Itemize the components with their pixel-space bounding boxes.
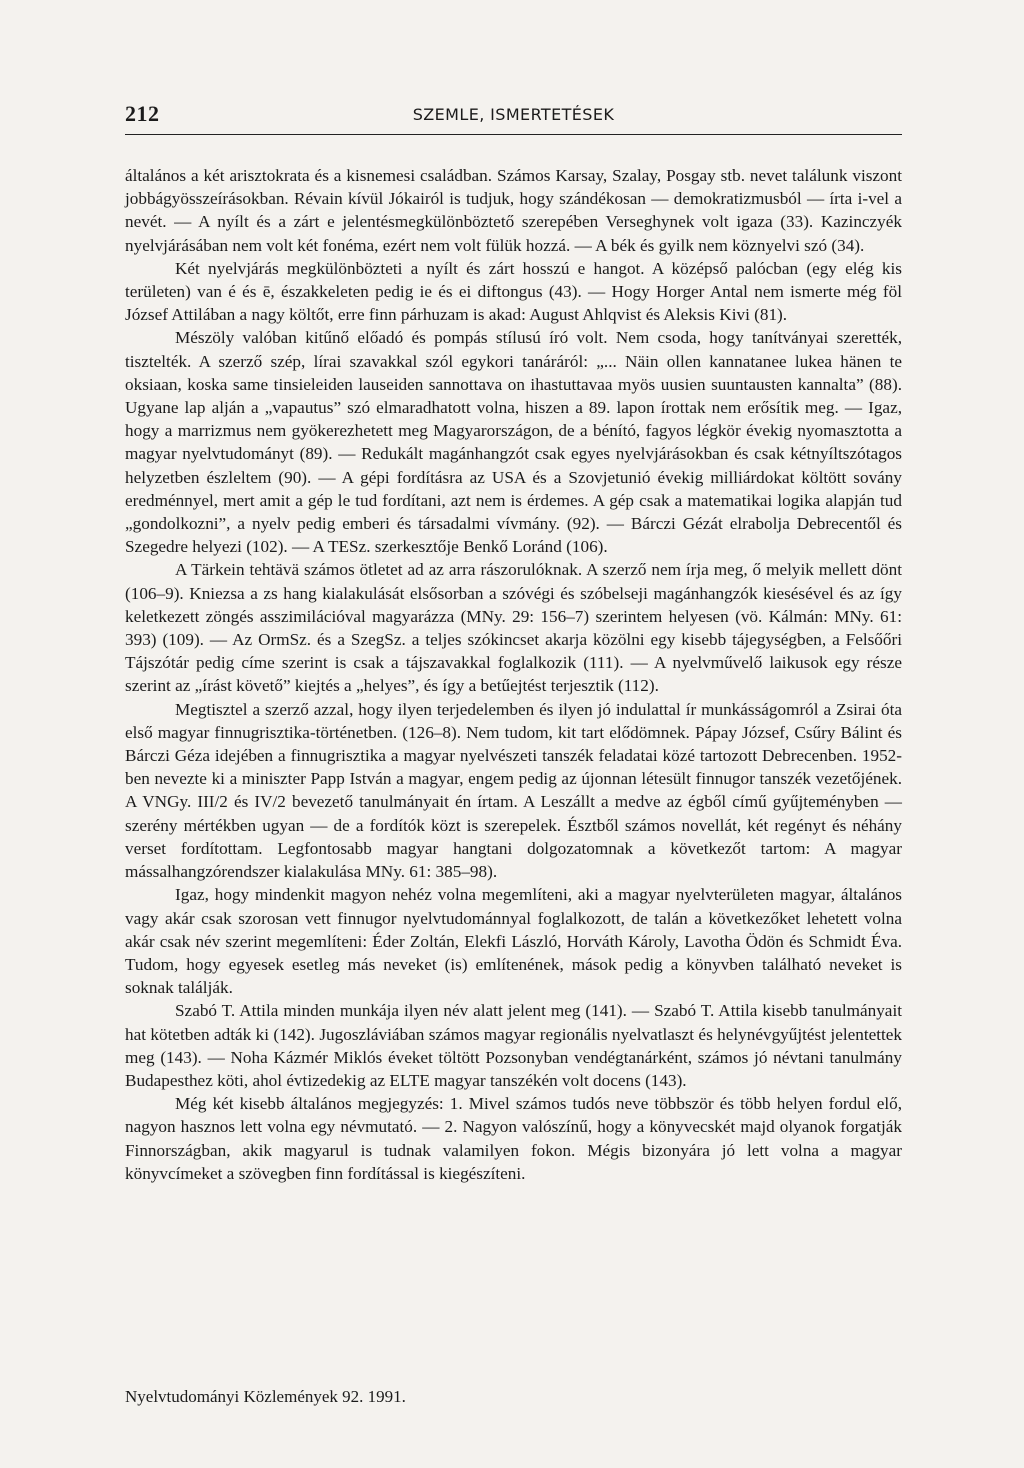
- paragraph: Két nyelvjárás megkülönbözteti a nyílt és zárt hosszú e hangot. A középső palócban (egy elég kis területen) van é és ē, északkeleten pedig ie és ei diftongus (43). — Hogy Horger Antal nem ismerte még föl József Attilában a nagy költőt, erre finn párhuzam is akad: August Ahlqvist és Aleksis Kivi (81).: [125, 258, 902, 325]
- running-title: SZEMLE, ISMERTETÉSEK: [412, 105, 615, 124]
- page-number: 212: [125, 101, 160, 126]
- paragraph: Igaz, hogy mindenkit magyon nehéz volna megemlíteni, aki a magyar nyelvterületen magyar, általános vagy akár csak szorosan vett finnugor nyelvtudománnyal foglalkozott, de talán a következőket lehetett volna akár csak név szerint megemlíteni: Éder Zoltán, Elekfi László, Horváth Károly, Lavotha Ödön és Schmidt Éva. Tudom, hogy egyesek esetleg más neveket (is) említenének, mások pedig a könyvben található neveket is soknak találják.: [125, 885, 902, 998]
- paragraph: Mészöly valóban kitűnő előadó és pompás stílusú író volt. Nem csoda, hogy tanítványai szerették, tisztelték. A szerző szép, lírai szavakkal szól egykori tanáráról: „... Näin ollen kannatanee lukea hänen te oksiaan, koska same tinsieleiden lauseiden sannottava on ihastuttavaa myös uusien suuntausten kannalta” (88). Ugyane lap alján a „vapautus” szó elmaradhatott volna, hiszen a 89. lapon írottak nem erősítik meg. — Igaz, hogy a marrizmus nem gyökerezhetett meg Magyarországon, de a bénító, fagyos légkör évekig nyomasztotta a magyar nyelvtudományt (89). — Redukált magánhangzót csak egyes nyelvjárásokban és csak kétnyíltszótagos helyzetben észleltem (90). — A gépi fordításra az USA és a Szovjetunió évekig milliárdokat költött sovány eredménnyel, mert amit a gép le tud fordítani, azt nem is érdemes. A gép csak a matematikai logika alapján tud „gondolkozni”, a nyelv pedig emberi és társadalmi vívmány. (92). — Bárczi Gézát elrabolja Debrecentől és Szegedre helyezi (102). — A TESz. szerkesztője Benkő Loránd (106).: [125, 328, 902, 557]
- page-header: [125, 101, 902, 135]
- paragraph: Megtisztel a szerző azzal, hogy ilyen terjedelemben és ilyen jó indulattal ír munkásságomról a Zsirai óta első magyar finnugrisztika-történetben. (126–8). Nem tudom, kit tart elődömnek. Pápay József, Csűry Bálint és Bárczi Géza idejében a finnugrisztika a magyar nyelvészeti tanszék feladatai közé tartozott Debrecenben. 1952-ben nevezte ki a miniszter Papp István a magyar, engem pedig az újonnan létesült finnugor tanszék vezetőjének. A VNGy. III/2 és IV/2 bevezető tanulmányait én írtam. A Leszállt a medve az égből című gyűjteményben — szerény mértékben ugyan — de a fordítók közt is szerepelek. Észtből számos novellát, két regényt és néhány verset fordítottam. Legfontosabb magyar hangtani dolgozatomnak a következőt tartom: A magyar mássalhangzórendszer kialakulása MNy. 61: 385–98).: [125, 699, 902, 882]
- paragraph: Szabó T. Attila minden munkája ilyen név alatt jelent meg (141). — Szabó T. Attila kisebb tanulmányait hat kötetben adták ki (142). Jugoszláviában számos magyar regionális nyelvatlaszt és helynévgyűjtést jelentettek meg (143). — Noha Kázmér Miklós éveket töltött Pozsonyban vendégtanárként, számos jó névtani tanulmány Budapesthez köti, ahol évtizedekig az ELTE magyar tanszékén volt docens (143).: [125, 1001, 902, 1090]
- journal-footer: Nyelvtudományi Közlemények 92. 1991.: [125, 1387, 406, 1406]
- paragraph: A Tärkein tehtävä számos ötletet ad az arra rászorulóknak. A szerző nem írja meg, ő melyik mellett dönt (106–9). Kniezsa a zs hang kialakulását elsősorban a szóvégi és szóbelseji magánhangzók kiesésével és az így keletkezett zöngés asszimilációval magyarázza (MNy. 29: 156–7) szerintem helyesen (vö. Kálmán: MNy. 61: 393) (109). — Az OrmSz. és a SzegSz. a teljes szókincset akarja közölni egy kisebb tájegységben, a Felsőőri Tájszótár pedig címe szerint is csak a tájszavakkal foglalkozik (111). — A nyelvművelő laikusok egy része szerint az „írást követő” kiejtés a „helyes”, és így a betűejtést terjesztik (112).: [125, 560, 902, 696]
- paragraph: Még két kisebb általános megjegyzés: 1. Mivel számos tudós neve többször és több helyen fordul elő, nagyon hasznos lett volna egy névmutató. — 2. Nagyon valószínű, hogy a könyvecskét majd olyanok forgatják Finnországban, akik magyarul is tudnak valamilyen fokon. Mégis bizonyára jó lett volna a magyar könyvcímeket a szövegben finn fordítással is kiegészíteni.: [125, 1094, 902, 1183]
- body-text: [125, 164, 902, 1185]
- paragraph: általános a két arisztokrata és a kisnemesi családban. Számos Karsay, Szalay, Posgay stb. nevet találunk viszont jobbágyösszeírásokban. Révain kívül Jókairól is tudjuk, hogy szándékosan — demokratizmusból — írta i-vel a nevét. — A nyílt és a zárt e jelentésmegkülönböztető szerepében Verseghynek volt igaza (33). Kazinczyék nyelvjárásában nem volt két fonéma, ezért nem volt fülük hozzá. — A bék és gyilk nem köznyelvi szó (34).: [125, 166, 902, 255]
